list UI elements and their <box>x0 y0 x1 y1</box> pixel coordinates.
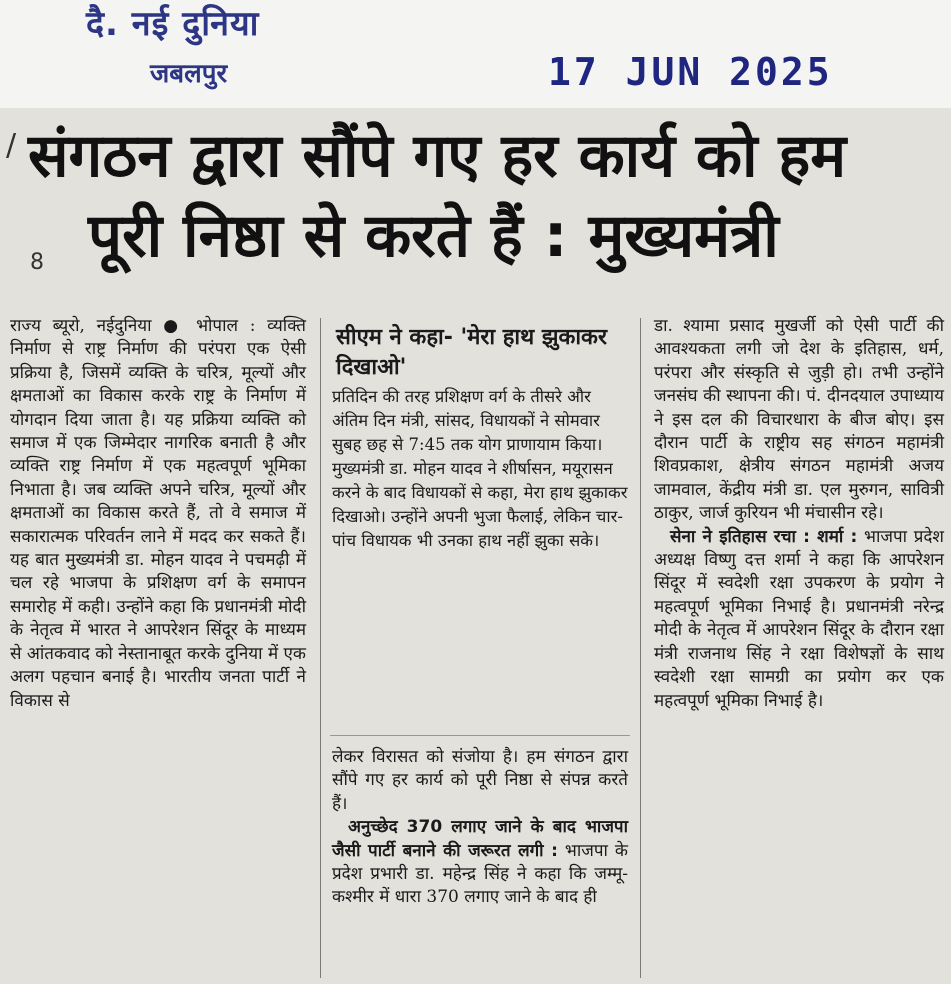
column-2-subhead: अनुच्छेद 370 लगाए जाने के बाद भाजपा जैसी पार्टी बनाने की जरूरत लगी : <box>332 817 628 861</box>
column-1-text: राज्य ब्यूरो, नईदुनिया ● भोपाल : व्यक्ति निर्माण से राष्ट्र निर्माण की परंपरा एक ऐसी प्रक्रिया है, जिसमें व्यक्ति के चरित्र, मूल्यों और क्षमताओं का विकास करके राष्ट्र के निर्माण में योगदान दिया जाता है। यह प्रक्रिया व्यक्ति को समाज में एक जिम्मेदार नागरिक बनाती है और व्यक्ति राष्ट्र निर्माण में एक महत्वपूर्ण भूमिका निभाता है। जब व्यक्ति अपने चरित्र, मूल्यों और क्षमताओं का विकास करते हैं, तो वे समाज में सकारात्मक परिवर्तन लाने में मदद कर सकते हैं। यह बात मुख्यमंत्री डा. मोहन यादव ने पचमढ़ी में चल रहे भाजपा के प्रशिक्षण वर्ग के समापन समारोह में कही। उन्होंने कहा कि प्रधानमंत्री मोदी के नेतृत्व में भारत ने आपरेशन सिंदूर के माध्यम से आंतकवाद को नेस्तानाबूत करके दुनिया में एक अलग पहचान बनाई है। भारतीय जनता पार्टी ने विकास से <box>10 316 306 711</box>
column-divider-1 <box>320 318 321 978</box>
margin-mark-eight: 8 <box>30 250 44 275</box>
column-2-continuation: लेकर विरासत को संजोया है। हम संगठन द्वारा सौंपे गए हर कार्य को पूरी निष्ठा से संपन्न करते हैं। <box>332 747 628 814</box>
article-column-2 <box>332 746 628 910</box>
headline-line-1: संगठन द्वारा सौंपे गए हर कार्य को हम <box>28 121 847 191</box>
column-2-paragraph-2-text: भाजपा के प्रदेश प्रभारी डा. महेन्द्र सिंह ने कहा कि जम्मू-कश्मीर में धारा 370 लगाए जाने के बाद ही <box>332 840 628 908</box>
article-column-1 <box>10 315 306 713</box>
box-text <box>332 385 628 553</box>
date-stamp: 17 JUN 2025 <box>548 50 833 94</box>
column-3-paragraph-1: डा. श्यामा प्रसाद मुखर्जी को ऐसी पार्टी की आवश्यकता लगी जो देश के इतिहास, धर्म, परंपरा और संस्कृति से जुड़ी हो। तभी उन्होंने जनसंघ की स्थापना की। पं. दीनदयाल उपाध्याय ने इस दल की विचारधारा के बीज बोए। इस दौरान पार्टी के राष्ट्रीय सह संगठन महामंत्री शिवप्रकाश, क्षेत्रीय संगठन महामंत्री अजय जामवाल, केंद्रीय मंत्री डा. एल मुरुगन, सावित्री ठाकुर, जार्ज कुरियन भी मंचासीन रहे। <box>654 316 944 524</box>
column-2-paragraph-2 <box>332 816 628 910</box>
column-3-subhead: सेना ने इतिहास रचा : शर्मा : <box>670 526 858 547</box>
newspaper-city: जबलपुर <box>150 59 228 89</box>
box-subheading: सीएम ने कहा- 'मेरा हाथ झुकाकर दिखाओ' <box>336 325 607 380</box>
headline-line-2: पूरी निष्ठा से करते हैं : मुख्यमंत्री <box>88 201 779 271</box>
box-body: प्रतिदिन की तरह प्रशिक्षण वर्ग के तीसरे और अंतिम दिन मंत्री, सांसद, विधायकों ने सोमवार सुबह छह से 7:45 तक योग प्राणायाम किया। मुख्यमंत्री डा. मोहन यादव ने शीर्षासन, मयूरासन करने के बाद विधायकों से कहा, मेरा हाथ झुकाकर दिखाओ। उन्होंने अपनी भुजा फैलाई, लेकिन चार-पांच विधायक भी उनका हाथ नहीं झुका सके। <box>332 387 628 550</box>
column-3-paragraph-2 <box>654 526 944 713</box>
column-divider-2 <box>640 318 641 978</box>
newspaper-name: दै. नई दुनिया <box>86 4 260 44</box>
article-column-3 <box>654 315 944 713</box>
box-separator <box>330 735 630 736</box>
margin-mark-slash: / <box>6 128 17 163</box>
column-3-paragraph-2-text: भाजपा प्रदेश अध्यक्ष विष्णु दत्त शर्मा ने कहा कि आपरेशन सिंदूर में स्वदेशी रक्षा उपकरण के प्रयोग ने महत्वपूर्ण भूमिका निभाई है। प्रधानमंत्री नरेन्द्र मोदी के नेतृत्व में आपरेशन सिंदूर के दौरान रक्षा मंत्री राजनाथ सिंह ने रक्षा विशेषज्ञों के साथ स्वदेशी रक्षा सामग्री का प्रयोग कर एक महत्वपूर्ण भूमिका निभाई है। <box>654 526 944 711</box>
